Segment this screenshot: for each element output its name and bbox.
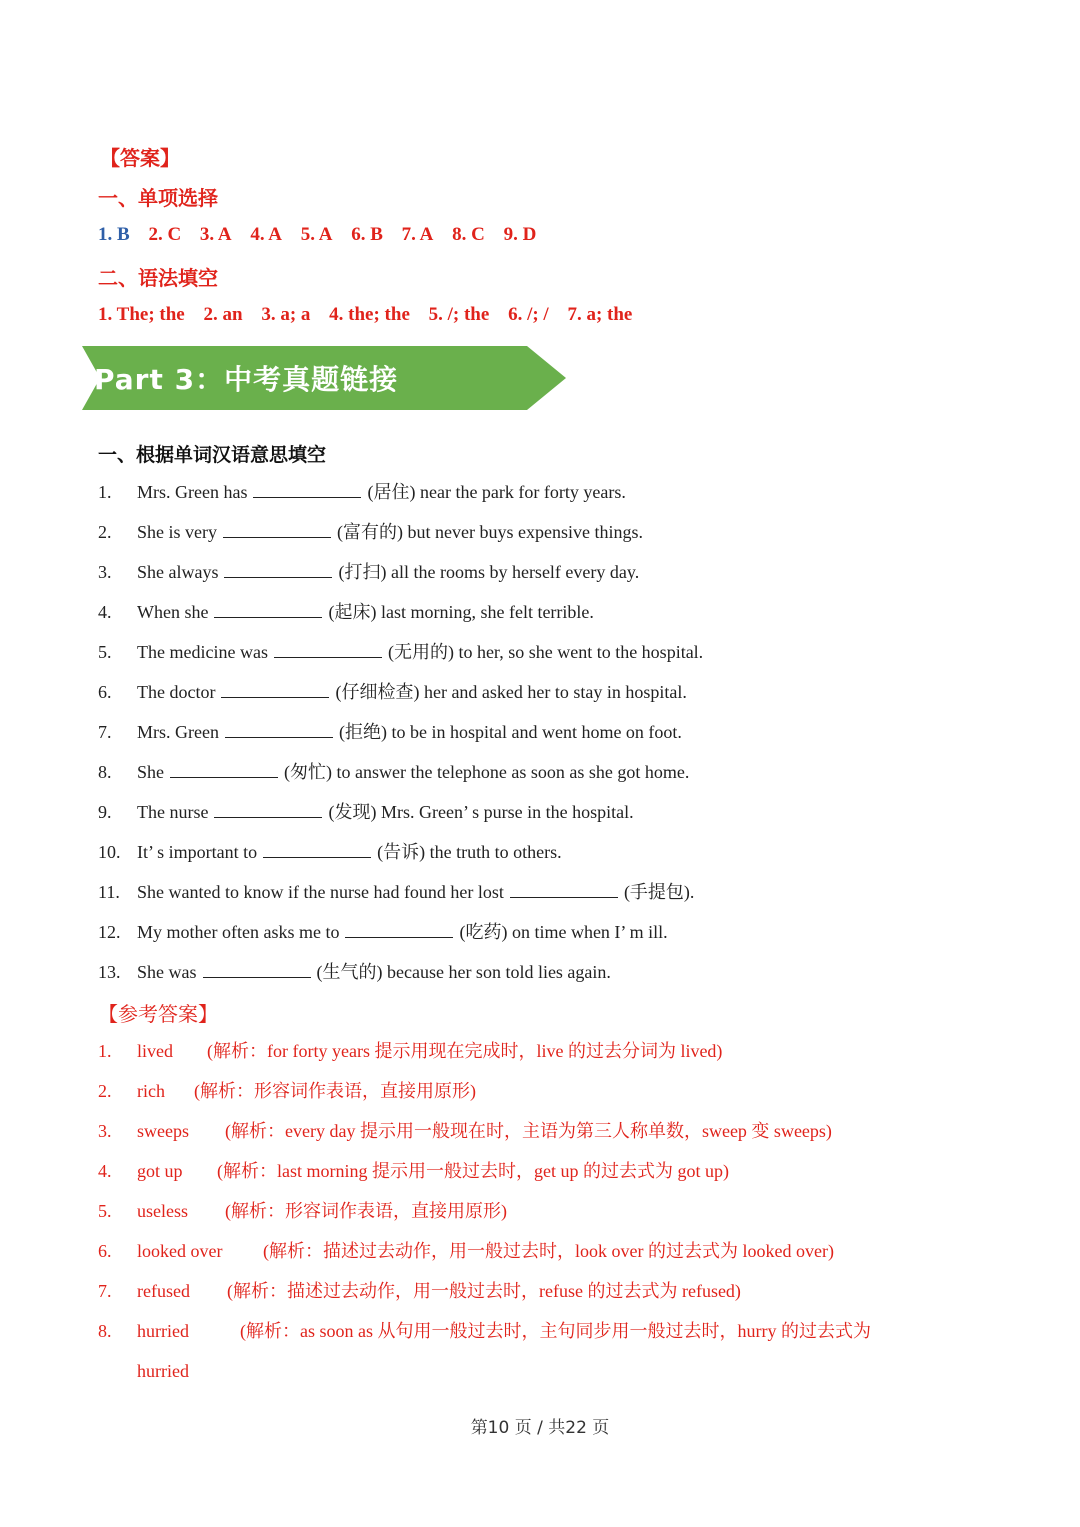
answer-blank bbox=[221, 683, 329, 698]
reference-word: lived bbox=[137, 1041, 173, 1061]
question-text: The doctor bbox=[137, 682, 216, 702]
question-hint: (富有的) but never buys expensive things. bbox=[337, 522, 643, 542]
reference-number: 8. bbox=[98, 1321, 112, 1341]
reference-word: rich bbox=[137, 1081, 165, 1101]
reference-row bbox=[98, 1320, 871, 1342]
banner-title: Part 3：中考真题链接 bbox=[94, 363, 399, 396]
reference-note: (解析：形容词作表语，直接用原形) bbox=[194, 1081, 476, 1101]
question-number: 1. bbox=[98, 482, 112, 502]
answer-item: 2. an bbox=[203, 304, 243, 325]
question-text: It’ s important to bbox=[137, 842, 258, 862]
reference-number: 1. bbox=[98, 1041, 112, 1061]
question-row bbox=[98, 881, 694, 903]
question-number: 11. bbox=[98, 882, 120, 902]
question-hint: (告诉) the truth to others. bbox=[377, 842, 562, 862]
question-hint: (生气的) because her son told lies again. bbox=[316, 962, 611, 982]
answer-item: 7. A bbox=[401, 224, 434, 245]
question-hint: (居住) near the park for forty years. bbox=[367, 482, 626, 502]
question-hint: (吃药) on time when I’ m ill. bbox=[459, 922, 668, 942]
answer-item: 2. C bbox=[148, 224, 182, 245]
reference-word: looked over bbox=[137, 1241, 223, 1261]
answer-item: 6. B bbox=[351, 224, 383, 245]
answer-item: 5. /; the bbox=[428, 304, 490, 325]
answer-blank bbox=[345, 923, 453, 938]
question-number: 7. bbox=[98, 722, 112, 742]
answer-blank bbox=[225, 723, 333, 738]
question-row bbox=[98, 481, 626, 503]
question-hint: (无用的) to her, so she went to the hospital. bbox=[387, 642, 704, 662]
question-row bbox=[98, 841, 562, 863]
section2-answers bbox=[98, 304, 646, 326]
answer-item: 1. The; the bbox=[98, 304, 185, 325]
section1-answers bbox=[98, 224, 550, 246]
reference-number: 7. bbox=[98, 1281, 112, 1301]
answer-item: 3. A bbox=[199, 224, 232, 245]
reference-number: 4. bbox=[98, 1161, 112, 1181]
question-row bbox=[98, 961, 611, 983]
question-number: 10. bbox=[98, 842, 121, 862]
reference-word: useless bbox=[137, 1201, 188, 1221]
answer-item: 6. /; / bbox=[508, 304, 549, 325]
question-number: 9. bbox=[98, 802, 112, 822]
question-hint: (发现) Mrs. Green’ s purse in the hospital. bbox=[328, 802, 634, 822]
answer-blank bbox=[224, 563, 332, 578]
question-number: 8. bbox=[98, 762, 112, 782]
answer-blank bbox=[170, 763, 278, 778]
answer-item: 1. B bbox=[98, 224, 130, 245]
question-text: She wanted to know if the nurse had found her lost bbox=[137, 882, 504, 902]
page-footer: 第10 页 / 共22 页 bbox=[470, 1418, 610, 1438]
question-number: 12. bbox=[98, 922, 121, 942]
question-row bbox=[98, 561, 639, 583]
reference-row bbox=[98, 1280, 741, 1302]
reference-note: (解析：as soon as 从句用一般过去时，主句同步用一般过去时，hurry 的过去式为 bbox=[240, 1321, 871, 1341]
question-hint: (打扫) all the rooms by herself every day. bbox=[338, 562, 640, 582]
question-hint: (拒绝) to be in hospital and went home on foot. bbox=[338, 722, 682, 742]
question-number: 6. bbox=[98, 682, 112, 702]
question-number: 13. bbox=[98, 962, 121, 982]
reference-row bbox=[98, 1200, 507, 1222]
answer-blank bbox=[214, 603, 322, 618]
reference-note: (解析：描述过去动作，用一般过去时，refuse 的过去式为 refused) bbox=[227, 1281, 741, 1301]
question-row bbox=[98, 761, 689, 783]
reference-number: 5. bbox=[98, 1201, 112, 1221]
question-hint: (手提包). bbox=[623, 882, 695, 902]
reference-row bbox=[98, 1240, 834, 1262]
reference-note: (解析：every day 提示用一般现在时，主语为第三人称单数，sweep 变 sweeps) bbox=[225, 1121, 832, 1141]
answer-blank bbox=[214, 803, 322, 818]
reference-word: sweeps bbox=[137, 1121, 189, 1141]
question-text: She always bbox=[137, 562, 219, 582]
reference-row bbox=[98, 1040, 722, 1062]
question-text: My mother often asks me to bbox=[137, 922, 340, 942]
answer-blank bbox=[510, 883, 618, 898]
answer-item: 3. a; a bbox=[261, 304, 311, 325]
question-row bbox=[98, 921, 668, 943]
question-row bbox=[98, 681, 687, 703]
question-section-title: 一、根据单词汉语意思填空 bbox=[98, 444, 327, 466]
reference-row bbox=[98, 1120, 832, 1142]
answer-blank bbox=[253, 483, 361, 498]
question-row bbox=[98, 521, 643, 543]
question-text: The nurse bbox=[137, 802, 209, 822]
question-text: She is very bbox=[137, 522, 217, 542]
reference-title: 【参考答案】 bbox=[98, 1002, 218, 1026]
question-row bbox=[98, 641, 703, 663]
question-number: 3. bbox=[98, 562, 112, 582]
reference-note: (解析：形容词作表语，直接用原形) bbox=[225, 1201, 507, 1221]
reference-number: 3. bbox=[98, 1121, 112, 1141]
question-text: Mrs. Green has bbox=[137, 482, 248, 502]
answer-item: 5. A bbox=[300, 224, 333, 245]
reference-number: 6. bbox=[98, 1241, 112, 1261]
reference-note: (解析：last morning 提示用一般过去时，get up 的过去式为 got up) bbox=[217, 1161, 729, 1181]
reference-continuation: hurried bbox=[137, 1361, 189, 1381]
answer-item: 7. a; the bbox=[567, 304, 633, 325]
question-text: She bbox=[137, 762, 164, 782]
answer-title: 【答案】 bbox=[100, 146, 180, 170]
question-row bbox=[98, 721, 682, 743]
question-hint: (仔细检查) her and asked her to stay in hospital. bbox=[335, 682, 687, 702]
question-text: When she bbox=[137, 602, 209, 622]
question-text: Mrs. Green bbox=[137, 722, 219, 742]
reference-word: got up bbox=[137, 1161, 183, 1181]
reference-note: (解析：for forty years 提示用现在完成时，live 的过去分词为 lived) bbox=[207, 1041, 723, 1061]
reference-row bbox=[98, 1080, 476, 1102]
question-text: She was bbox=[137, 962, 197, 982]
question-number: 5. bbox=[98, 642, 112, 662]
answer-item: 8. C bbox=[452, 224, 485, 245]
question-number: 4. bbox=[98, 602, 112, 622]
reference-word: hurried bbox=[137, 1321, 189, 1341]
answer-item: 4. the; the bbox=[329, 304, 410, 325]
question-text: The medicine was bbox=[137, 642, 268, 662]
answer-item: 9. D bbox=[503, 224, 537, 245]
section1-title: 一、单项选择 bbox=[98, 186, 218, 210]
answer-blank bbox=[223, 523, 331, 538]
question-number: 2. bbox=[98, 522, 112, 542]
answer-blank bbox=[203, 963, 311, 978]
question-row bbox=[98, 601, 594, 623]
reference-number: 2. bbox=[98, 1081, 112, 1101]
reference-row bbox=[98, 1160, 729, 1182]
question-hint: (匆忙) to answer the telephone as soon as she got home. bbox=[284, 762, 690, 782]
question-hint: (起床) last morning, she felt terrible. bbox=[328, 602, 594, 622]
answer-item: 4. A bbox=[250, 224, 283, 245]
answer-blank bbox=[274, 643, 382, 658]
reference-note: (解析：描述过去动作，用一般过去时，look over 的过去式为 looked over) bbox=[263, 1241, 834, 1261]
reference-word: refused bbox=[137, 1281, 190, 1301]
section2-title: 二、语法填空 bbox=[98, 266, 218, 290]
answer-blank bbox=[263, 843, 371, 858]
question-row bbox=[98, 801, 634, 823]
